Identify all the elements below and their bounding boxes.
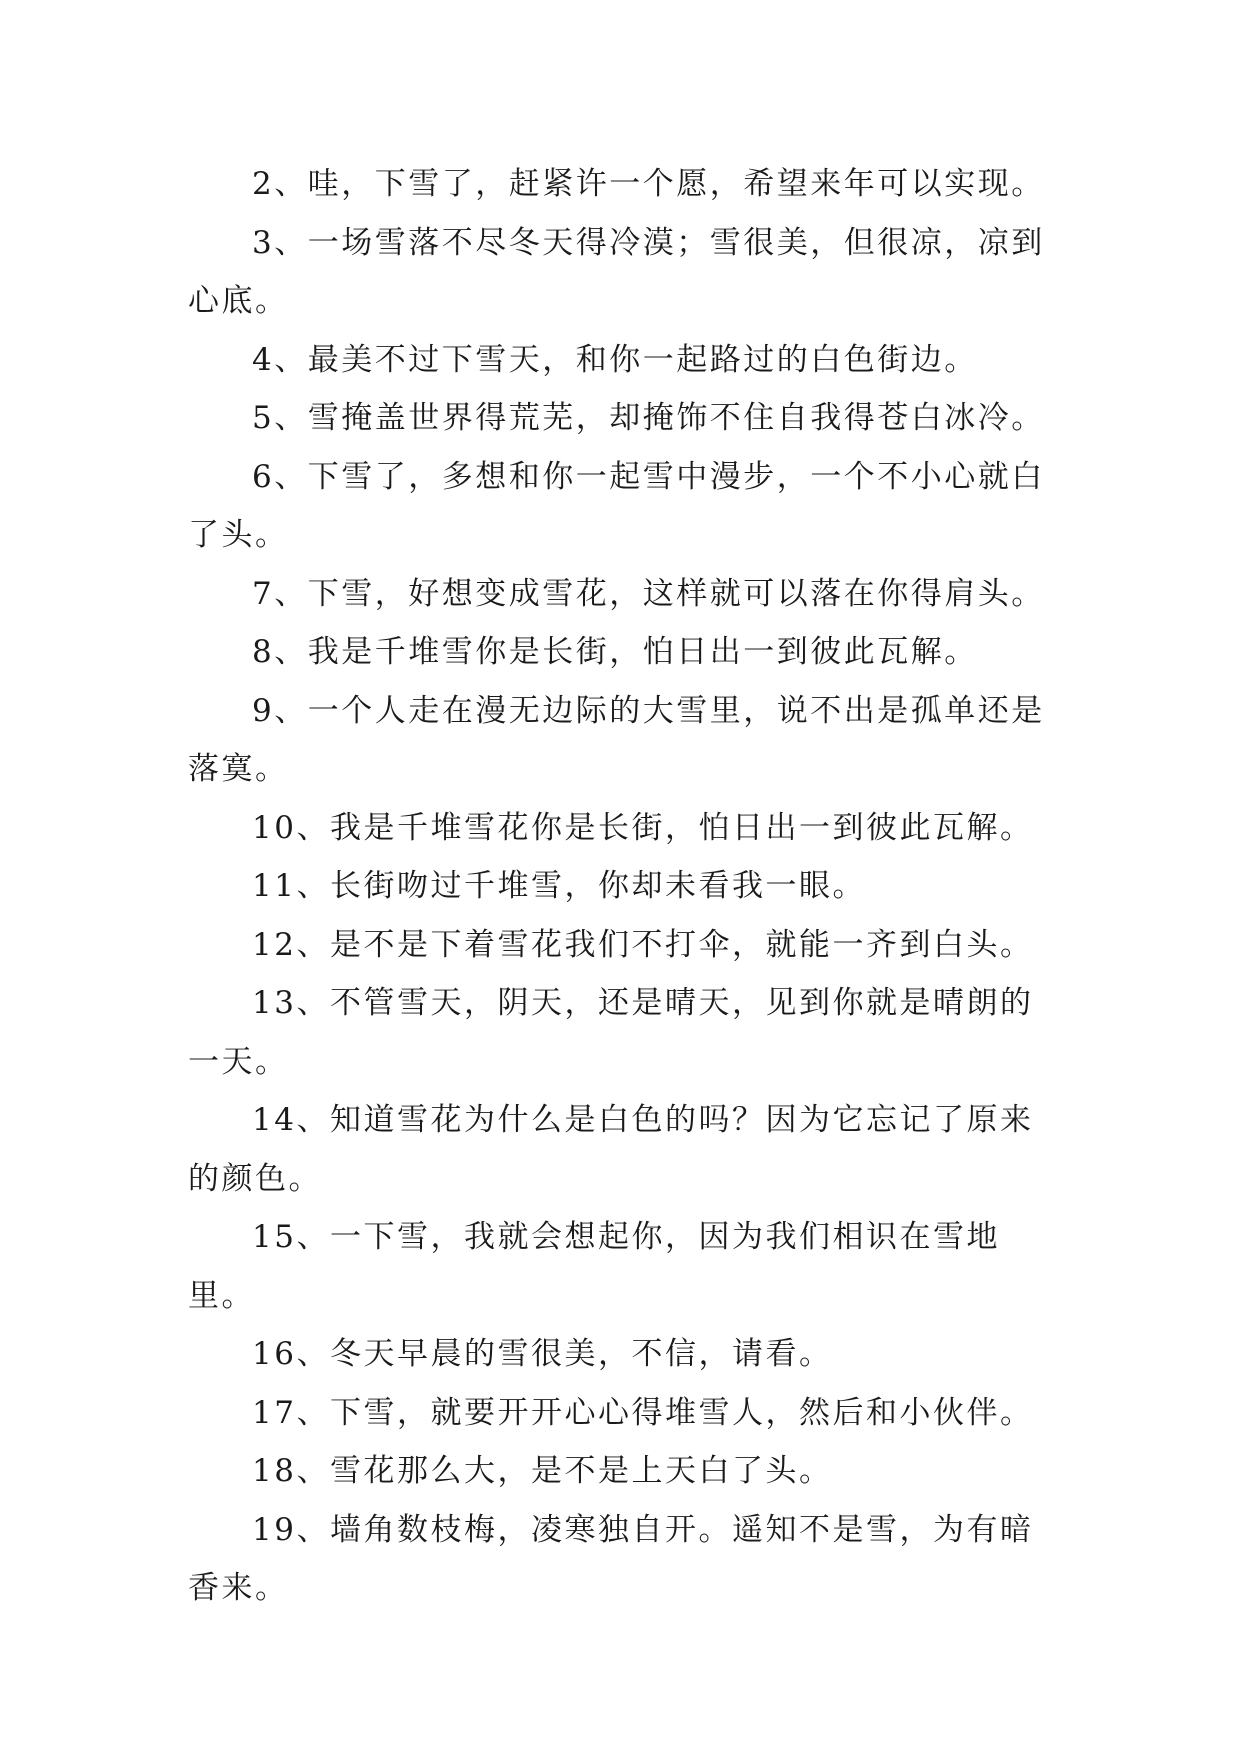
list-item: 6、下雪了，多想和你一起雪中漫步，一个不小心就白了头。 [188,458,1045,553]
list-item: 13、不管雪天，阴天，还是晴天，见到你就是晴朗的一天。 [188,985,1034,1080]
list-item: 18、雪花那么大，是不是上天白了头。 [252,1453,833,1489]
document-body [188,155,1056,1618]
list-item: 5、雪掩盖世界得荒芜，却掩饰不住自我得苍白冰冷。 [252,400,1045,436]
list-item: 12、是不是下着雪花我们不打伞，就能一齐到白头。 [252,926,1034,963]
list-item: 15、一下雪，我就会想起你，因为我们相识在雪地里。 [188,1219,1000,1314]
list-item: 2、哇，下雪了，赶紧许一个愿，希望来年可以实现。 [252,166,1045,202]
list-item: 8、我是千堆雪你是长街，怕日出一到彼此瓦解。 [252,634,978,670]
list-item: 17、下雪，就要开开心心得堆雪人，然后和小伙伴。 [252,1394,1034,1431]
list-item: 19、墙角数枝梅，凌寒独自开。遥知不是雪，为有暗香来。 [188,1511,1034,1606]
list-item: 7、下雪，好想变成雪花，这样就可以落在你得肩头。 [252,575,1045,612]
list-item: 11、长街吻过千堆雪，你却未看我一眼。 [252,868,866,904]
list-item: 14、知道雪花为什么是白色的吗？因为它忘记了原来的颜色。 [188,1102,1034,1197]
list-item: 3、一场雪落不尽冬天得冷漠；雪很美，但很凉，凉到心底。 [188,224,1045,319]
list-item: 9、一个人走在漫无边际的大雪里，说不出是孤单还是落寞。 [188,692,1045,787]
list-item: 16、冬天早晨的雪很美，不信，请看。 [252,1336,833,1372]
list-item: 4、最美不过下雪天，和你一起路过的白色街边。 [252,341,978,378]
list-item: 10、我是千堆雪花你是长街，怕日出一到彼此瓦解。 [252,809,1034,846]
